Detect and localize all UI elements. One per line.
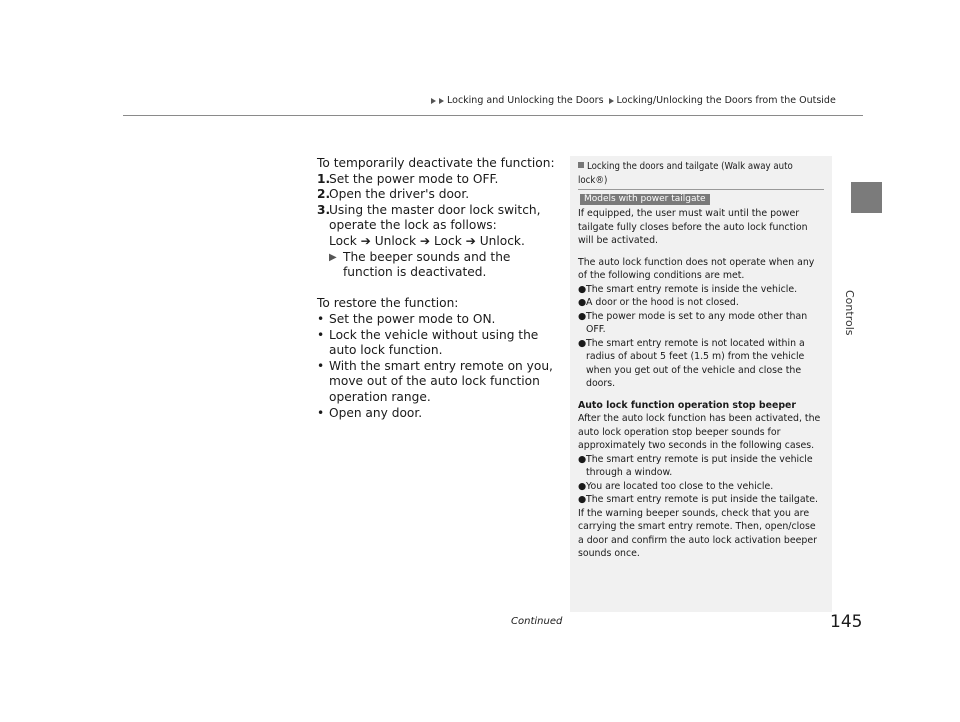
lock-sequence: Lock ➔ Unlock ➔ Lock ➔ Unlock.: [329, 233, 525, 248]
triangle-icon: [609, 98, 614, 104]
step-text: Using the master door lock switch, operate the lock as follows:: [329, 202, 541, 233]
breadcrumb-item[interactable]: Locking and Unlocking the Doors: [447, 95, 604, 106]
result-text: The beeper sounds and the function is deactivated.: [343, 249, 511, 280]
triangle-icon: [439, 98, 444, 104]
bullet-icon: ●: [578, 494, 587, 505]
model-badge: Models with power tailgate: [580, 194, 710, 205]
header-divider: [123, 115, 863, 116]
bullet-icon: •: [317, 311, 325, 326]
step-text: Open the driver's door.: [329, 187, 470, 202]
breadcrumb: [431, 95, 836, 106]
step-number: 3.: [317, 202, 331, 217]
note-list-text: The smart entry remote is put inside the vehicle through a window.: [586, 453, 813, 478]
bullet-icon: ●: [578, 453, 587, 465]
bullet-icon: ●: [578, 480, 587, 492]
restore-heading: To restore the function:: [317, 296, 459, 311]
note-list-text: The smart entry remote is put inside the tailgate.: [586, 494, 819, 505]
step-text: Set the power mode to OFF.: [329, 171, 499, 186]
note-paragraph: After the auto lock function has been activated, the auto lock operation stop beeper sounds for approximately two seconds in the following cases.: [578, 413, 821, 451]
continued-label: Continued: [511, 616, 563, 627]
note-list-item: [578, 493, 824, 507]
list-item: [317, 312, 557, 328]
note-list-item: [578, 296, 824, 310]
note-list-text: The smart entry remote is inside the vehicle.: [586, 283, 798, 295]
breadcrumb-item[interactable]: Locking/Unlocking the Doors from the Outside: [616, 95, 836, 106]
note-list-item: [578, 283, 824, 297]
page-number: 145: [830, 612, 863, 632]
note-list-text: A door or the hood is not closed.: [586, 297, 739, 308]
intro-text: To temporarily deactivate the function:: [317, 156, 555, 170]
triangle-icon: [431, 98, 436, 104]
bullet-icon: •: [317, 405, 325, 420]
result-arrow-icon: ▶: [329, 251, 337, 263]
list-item: [317, 359, 557, 406]
bullet-icon: •: [317, 358, 325, 373]
list-item-text: Set the power mode to ON.: [329, 311, 496, 326]
note-list-text: You are located too close to the vehicle.: [586, 480, 774, 492]
note-list-item: [578, 453, 824, 480]
note-list-text: The smart entry remote is not located within a radius of about 5 feet (1.5 m) from the vehicle when you get out of the vehicle and close the doors.: [586, 337, 805, 389]
bullet-icon: ●: [578, 297, 587, 308]
list-item: [317, 328, 557, 359]
note-paragraph: The auto lock function does not operate when any of the following conditions are met.: [578, 256, 815, 281]
note-paragraph: If equipped, the user must wait until the power tailgate fully closes before the auto lock function will be activated.: [578, 208, 808, 246]
note-divider: [578, 189, 824, 190]
bullet-icon: ●: [578, 283, 587, 295]
step-number: 1.: [317, 171, 331, 186]
step-number: 2.: [317, 187, 331, 202]
bullet-icon: •: [317, 327, 325, 342]
note-list-item: [578, 337, 824, 391]
side-note: [570, 156, 832, 612]
result-note: [317, 250, 557, 281]
list-item-text: With the smart entry remote on you, move out of the auto lock function operation range.: [329, 358, 553, 404]
note-body: [570, 207, 832, 561]
note-list-item: [578, 310, 824, 337]
list-item-text: Open any door.: [329, 405, 423, 420]
note-list-item: [578, 480, 824, 494]
list-item-text: Lock the vehicle without using the auto lock function.: [329, 327, 539, 358]
note-title: [570, 156, 832, 189]
section-tab-marker: [851, 182, 882, 213]
step-item: [317, 172, 557, 188]
note-list-text: The power mode is set to any mode other than OFF.: [586, 310, 808, 335]
bullet-icon: ●: [578, 310, 587, 322]
note-marker-icon: [578, 162, 584, 168]
note-paragraph: If the warning beeper sounds, check that you are carrying the smart entry remote. Then, open/close a door and confirm the auto lock activation beeper sounds once.: [578, 507, 817, 559]
main-content: [317, 156, 557, 421]
step-item: [317, 203, 557, 234]
section-tab-label: Controls: [843, 290, 856, 336]
list-item: [317, 406, 557, 422]
bullet-icon: ●: [578, 337, 587, 349]
step-item: [317, 187, 557, 203]
note-subheading: Auto lock function operation stop beeper: [578, 399, 797, 411]
note-title-text[interactable]: Locking the doors and tailgate (Walk away auto lock®): [578, 161, 793, 186]
